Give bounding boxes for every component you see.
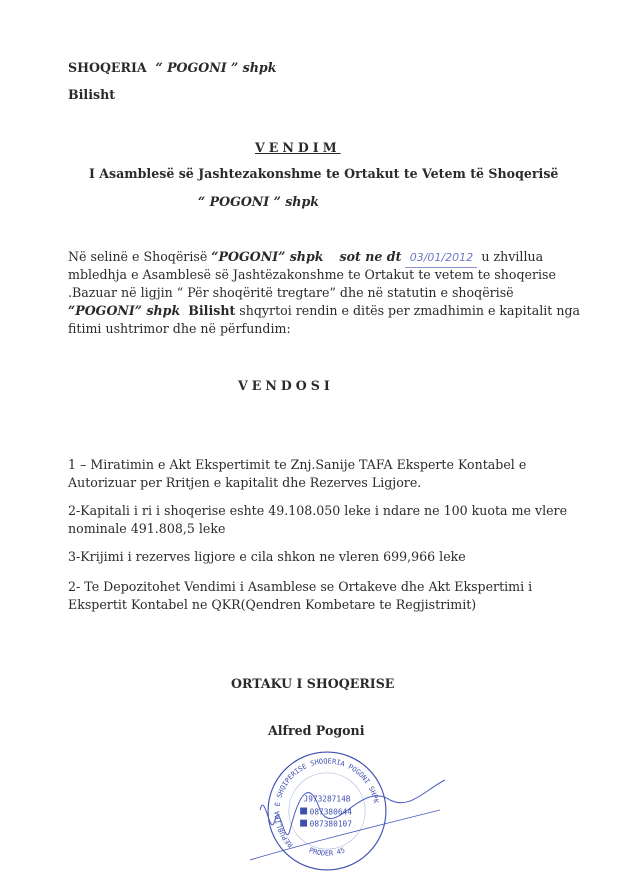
intro-date-label: sot ne dt xyxy=(339,249,402,264)
decision-heading: VENDOSI xyxy=(238,378,334,393)
decision-item: 2-Kapitali i ri i shoqerise eshte 49.108.050 leke i ndare ne 100 kuota me vlere xyxy=(68,503,568,518)
company-header xyxy=(68,59,276,77)
intro-line: fitimi ushtrimor dhe në përfundim: xyxy=(68,321,291,336)
intro-line: .Bazuar në ligjin “ Për shoqëritë tregtare” dhe në statutin e shoqërisë xyxy=(68,285,514,300)
intro-text: shqyrtoi rendin e ditës per zmadhimin e kapitalit nga xyxy=(235,303,581,318)
intro-text: Në selinë e Shoqërisë xyxy=(68,249,212,264)
decision-item: Autorizuar per Rritjen e kapitalit dhe Rezerves Ligjore. xyxy=(68,475,422,490)
phone-icon xyxy=(300,820,307,827)
decision-item: 3-Krijimi i rezerves ligjore e cila shkon ne vleren 699,966 leke xyxy=(68,549,466,564)
handwritten-date: 03/01/2012 xyxy=(405,249,477,268)
phone-icon xyxy=(300,808,307,815)
document-subtitle: I Asamblesë së Jashtezakonshme te Ortakut te Vetem të Shoqerisë xyxy=(89,166,559,181)
document-title: VENDIM xyxy=(255,140,341,155)
signatory-role: ORTAKU I SHOQERISE xyxy=(231,676,395,691)
stamp-phone: 087380107 xyxy=(309,819,352,829)
intro-text: u zhvillua xyxy=(477,249,544,264)
stamp-nipt: J97328714B xyxy=(303,794,351,804)
intro-city: Bilisht xyxy=(188,303,236,318)
stamp-ring-text: REPUBLIKA E SHQIPERISE SHOQERIA POGONI SHPK xyxy=(273,757,381,849)
decision-item: 1 – Miratimin e Akt Ekspertimit te Znj.Sanije TAFA Eksperte Kontabel e xyxy=(68,457,527,472)
company-city: Bilisht xyxy=(68,87,116,102)
company-prefix: SHOQERIA xyxy=(68,60,147,75)
stamp-phone: 087380644 xyxy=(309,807,352,817)
decision-item: nominale 491.808,5 leke xyxy=(68,521,226,536)
signatory-name: Alfred Pogoni xyxy=(268,723,365,738)
stamp-bottom-text: PRODER 45 xyxy=(307,846,347,858)
intro-company: “POGONI” shpk xyxy=(211,249,324,264)
intro-line: mbledhja e Asamblesë së Jashtëzakonshme te Ortakut te vetem te shoqerise xyxy=(68,267,556,282)
decision-item: 2- Te Depozitohet Vendimi i Asamblese se Ortakeve dhe Akt Ekspertimi i xyxy=(68,579,533,594)
decision-item: Ekspertit Kontabel ne QKR(Qendren Kombetare te Regjistrimit) xyxy=(68,597,477,612)
document-company: “ POGONI ” shpk xyxy=(198,194,319,209)
company-name: “ POGONI ” shpk xyxy=(155,60,277,75)
intro-company: “POGONI” shpk xyxy=(68,303,181,318)
company-stamp xyxy=(262,746,392,876)
